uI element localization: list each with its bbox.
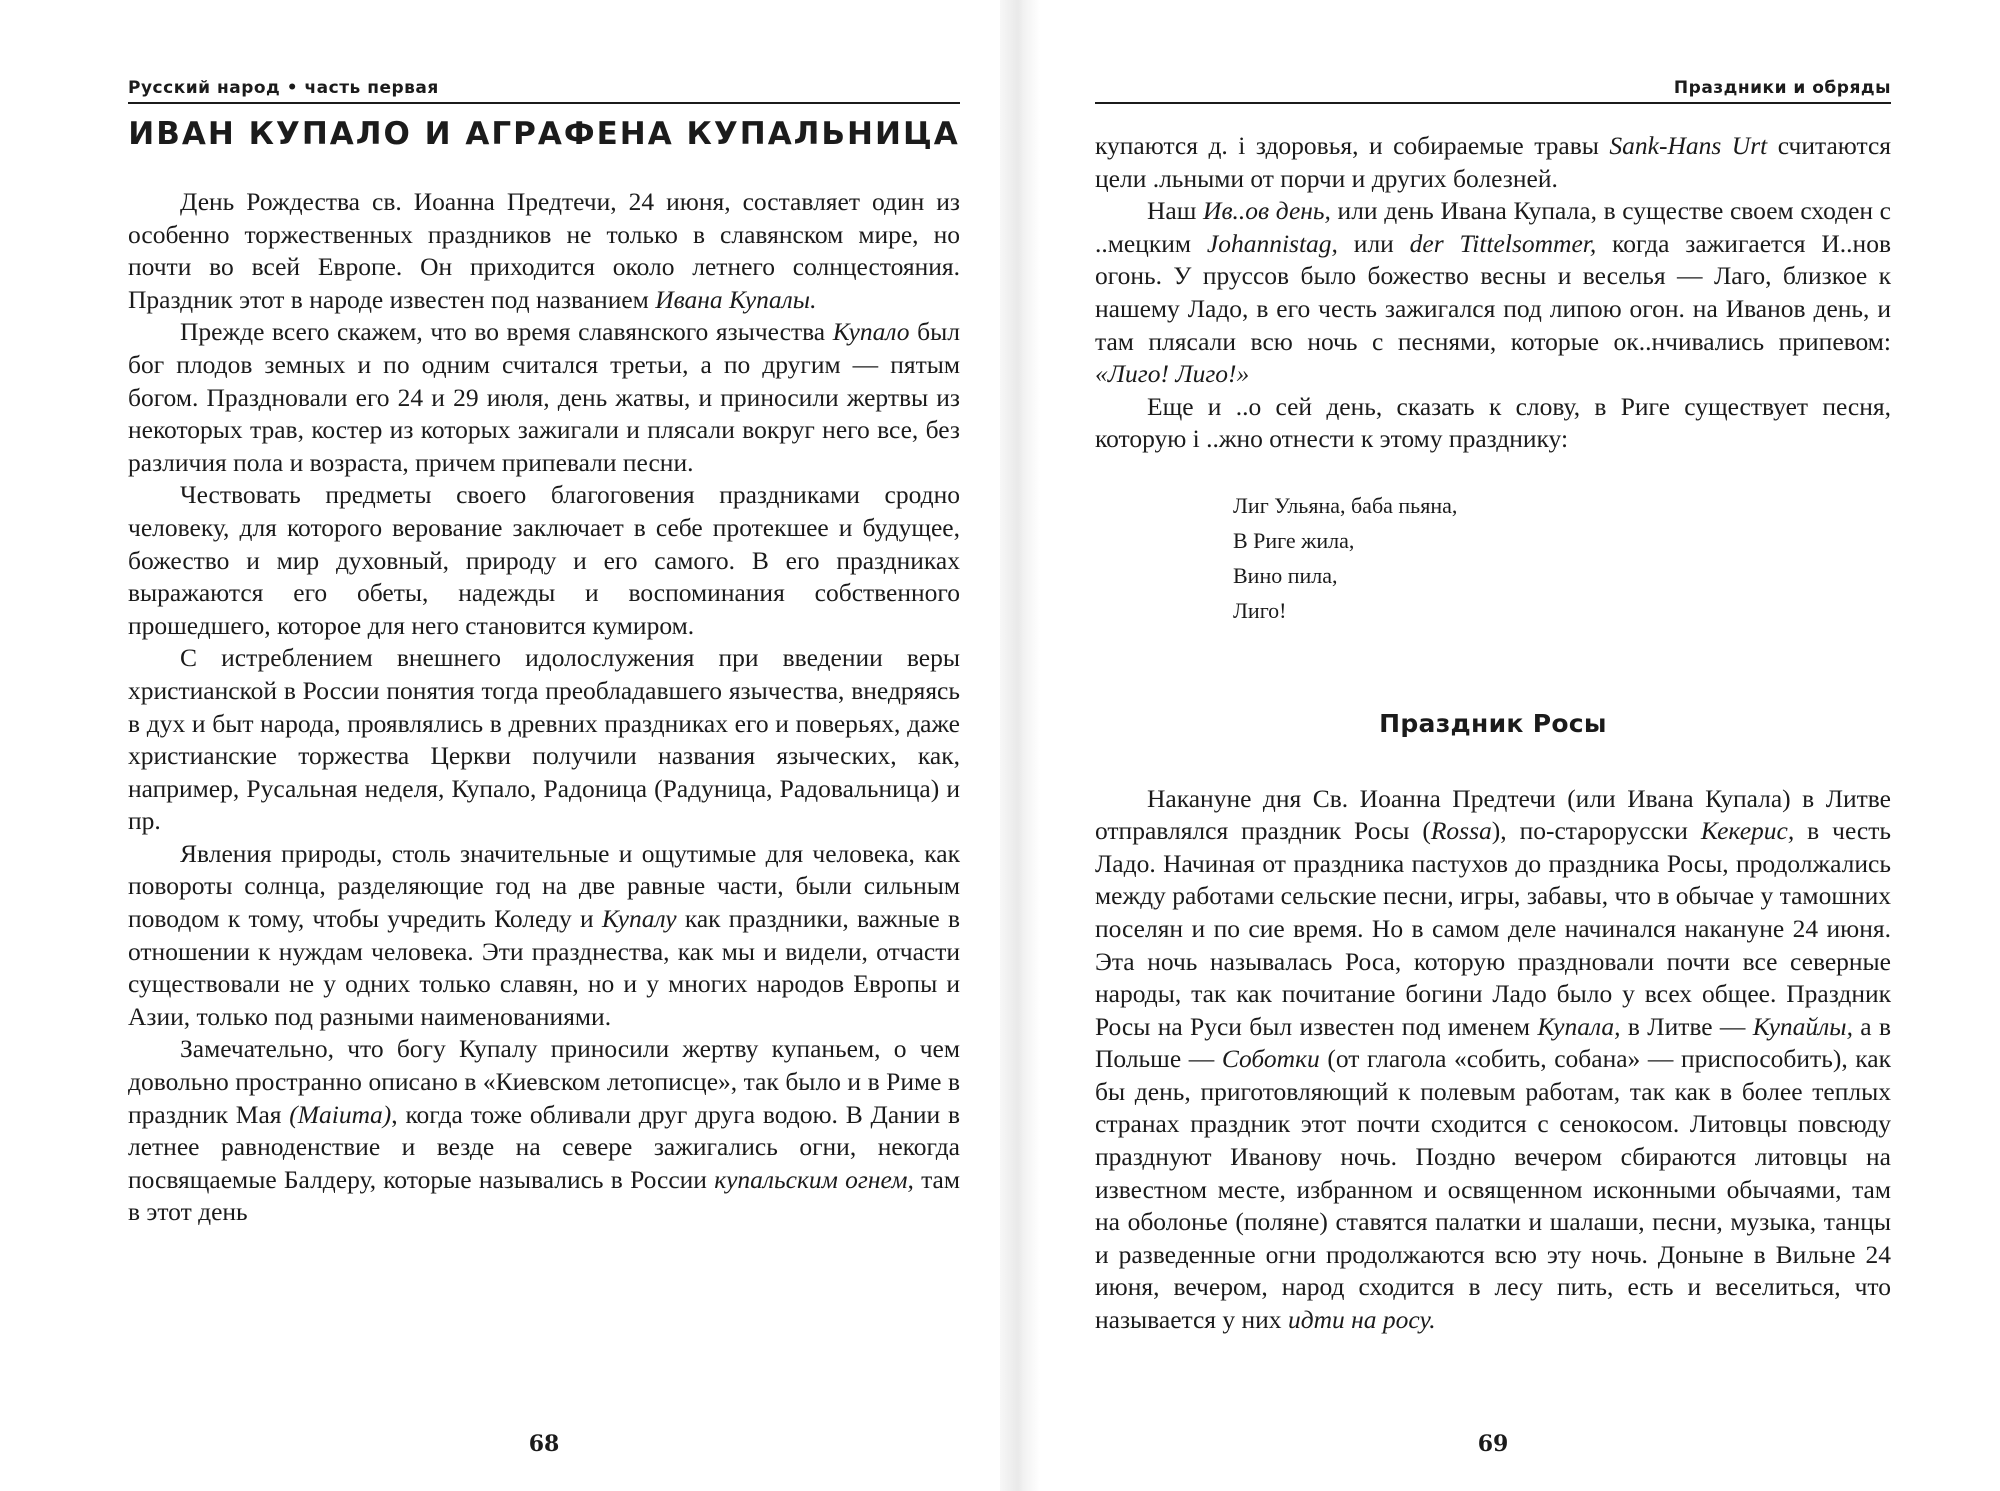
right-body-text	[1095, 130, 1891, 1337]
left-page	[128, 0, 960, 1491]
left-running-head-text: Русский народ • часть первая	[128, 78, 439, 98]
paragraph: купаются д. і здоровья, и собираемые травы Sank-Hans Urt считаются цели .льными от порчи и других болезней.	[1095, 131, 1891, 193]
poem-line: Лиг Ульяна, баба пьяна,	[1233, 492, 1458, 518]
header-rule	[128, 102, 960, 104]
paragraph: Явления природы, столь значительные и ощутимые для человека, как повороты солнца, разделяющие год на две равные части, были сильным поводом к тому, чтобы учредить Коледу и Купалу как праздники, важные в отношении к нуждам человека. Эти празднества, как мы и видели, отчасти существовали не у одних только славян, но и у многих народов Европы и Азии, только под разными наименованиями.	[128, 838, 960, 1031]
left-running-head	[128, 74, 960, 104]
paragraph: Наш Ив..ов день, или день Ивана Купала, в существе своем сходен с ..мецким Johannistag, или der Tittelsommer, когда зажигается И..нов огонь. У пруссов было божество весны и веселья — Лаго, близкое к нашему Ладо, в его честь зажигался под липою огон. на Иванов день, и там плясали всю ночь с песнями, которые ок..нчивались припевом: «Лиго! Лиго!»	[1095, 196, 1892, 389]
chapter-title: ИВАН КУПАЛО И АГРАФЕНА КУПАЛЬНИЦА	[128, 116, 960, 152]
header-rule	[1095, 102, 1891, 104]
section-title: Праздник Росы	[1379, 708, 1607, 738]
paragraph: Замечательно, что богу Купалу приносили жертву купаньем, о чем довольно пространно описано в «Киевском летописце», так было и в Риме в праздник Мая (Maiuma), когда тоже обливали друг друга водою. В Дании в летнее равноденствие и везде на севере зажигались огни, некогда посвящаемые Балдеру, которые назывались в России купальским огнем, там в этот день	[128, 1034, 961, 1227]
page-number-right: 69	[1477, 1431, 1509, 1457]
left-body-text	[128, 186, 960, 1229]
right-running-head	[1095, 74, 1891, 104]
poem-verse	[1233, 488, 1891, 628]
poem-line: В Риге жила,	[1233, 527, 1355, 553]
page-number-left: 68	[528, 1431, 560, 1457]
book-gutter	[1000, 0, 1040, 1491]
paragraph: С истреблением внешнего идолослужения при введении веры христианской в России понятия тогда преобладавшего язычества, внедряясь в дух и быт народа, проявлялись в древних праздниках его и поверьях, даже христианские торжества Церкви получили названия языческих, как, например, Русальная неделя, Купало, Радоница (Радуница, Радовальница) и пр.	[128, 643, 960, 836]
paragraph: Прежде всего скажем, что во время славянского язычества Купало был бог плодов земных и по одним считался третьи, а по другим — пятым богом. Праздновали его 24 и 29 июля, день жатвы, и приносили жертвы из некоторых трав, костер из которых зажигали и плясали вокруг него все, без различия пола и возраста, причем припевали песни.	[128, 317, 960, 477]
paragraph: Еще и ..о сей день, сказать к слову, в Риге существует песня, которую і ..жно отнести к этому празднику:	[1095, 391, 1891, 454]
paragraph: День Рождества св. Иоанна Предтечи, 24 июня, составляет один из особенно торжественных праздников не только в славянском мире, но почти во всей Европе. Он приходится около летнего солнцестояния. Праздник этот в народе известен под названием Ивана Купалы.	[128, 187, 960, 314]
paragraph: Чествовать предметы своего благоговения праздниками сродно человеку, для которого верование заключает в себе протекшее и будущее, божество и мир духовный, природу и его самого. В его праздниках выражаются его обеты, надежды и воспоминания собственного прошедшего, которое для него становится кумиром.	[128, 480, 960, 640]
right-running-head-text: Праздники и обряды	[1673, 78, 1891, 98]
right-page	[1095, 0, 1891, 1491]
paragraph: Накануне дня Св. Иоанна Предтечи (или Ивана Купала) в Литве отправлялся праздник Росы (Rossa), по-старорусски Кекерис, в честь Ладо. Начиная от праздника пастухов до праздника Росы, продолжались между работами сельские песни, игры, забавы, что в обычае у тамошних поселян и по сие время. Но в самом деле начинался накануне 24 июня. Эта ночь называлась Роса, которую праздновали почти все северные народы, так как почитание богини Ладо было у всех общее. Праздник Росы на Руси был известен под именем Купала, в Литве — Купайлы, а в Польше — Соботки (от глагола «собить, собана» — приспособить), как бы день, приготовляющий к полевым работам, так как в более теплых странах праздник этот почти сходится с сенокосом. Литовцы повсюду празднуют Иванову ночь. Поздно вечером сбираются литовцы на известном месте, избранном и освященном исконными обычаями, там на оболонье (поляне) ставятся палатки и шалаши, песни, музыка, танцы и разведенные огни продолжаются всю эту ночь. Доныне в Вильне 24 июня, вечером, народ сходится в лесу пить, есть и веселиться, что называется у них идти на росу.	[1095, 783, 1892, 1335]
poem-line: Вино пила,	[1233, 562, 1338, 588]
poem-line: Лиго!	[1233, 597, 1287, 623]
